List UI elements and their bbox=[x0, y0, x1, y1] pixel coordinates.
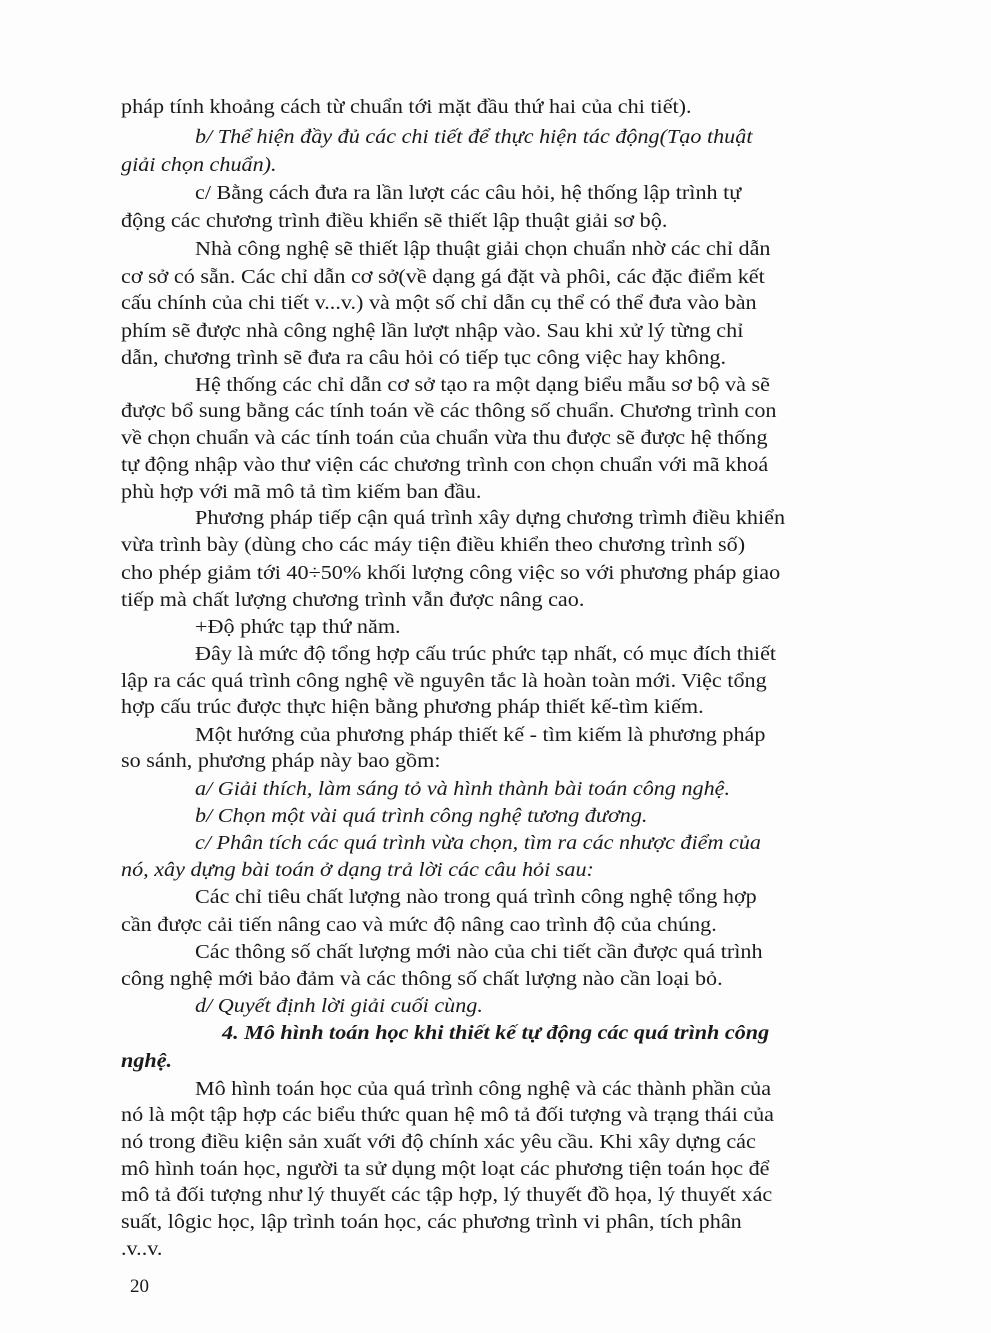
text-line: nó là một tập hợp các biểu thức quan hệ mô tả đối tượng và trạng thái của bbox=[121, 1104, 775, 1126]
text-line: tiếp mà chất lượng chương trình vẫn được nâng cao. bbox=[121, 589, 585, 611]
text-line: c/ Bằng cách đưa ra lần lượt các câu hỏi, hệ thống lập trình tự bbox=[195, 182, 742, 204]
section-heading: nghệ. bbox=[121, 1050, 173, 1072]
text-line: mô hình toán học, người ta sử dụng một loạt các phương tiện toán học để bbox=[121, 1158, 770, 1180]
text-line: c/ Phân tích các quá trình vừa chọn, tìm ra các nhược điểm của bbox=[195, 832, 761, 854]
text-line: cơ sở có sẵn. Các chỉ dẫn cơ sở(về dạng gá đặt và phôi, các đặc điểm kết bbox=[121, 266, 765, 288]
text-line: phím sẽ được nhà công nghệ lần lượt nhập vào. Sau khi xử lý từng chỉ bbox=[121, 320, 744, 342]
text-line: lập ra các quá trình công nghệ về nguyên tắc là hoàn toàn mới. Việc tổng bbox=[121, 670, 767, 692]
text-line: vừa trình bày (dùng cho các máy tiện điều khiển theo chương trình số) bbox=[121, 534, 746, 556]
text-line: dẫn, chương trình sẽ đưa ra câu hỏi có tiếp tục công việc hay không. bbox=[121, 347, 727, 369]
text-line: được bổ sung bằng các tính toán về các thông số chuẩn. Chương trình con bbox=[121, 400, 777, 422]
section-heading: 4. Mô hình toán học khi thiết kế tự động các quá trình công bbox=[222, 1022, 770, 1044]
text-line: về chọn chuẩn và các tính toán của chuẩn vừa thu được sẽ được hệ thống bbox=[121, 427, 768, 449]
text-line: tự động nhập vào thư viện các chương trình con chọn chuẩn với mã khoá bbox=[121, 454, 769, 476]
text-line: Phương pháp tiếp cận quá trình xây dựng chương trìmh điều khiển bbox=[195, 507, 786, 529]
text-line: Hệ thống các chỉ dẫn cơ sở tạo ra một dạng biểu mẫu sơ bộ và sẽ bbox=[195, 374, 770, 396]
text-line: pháp tính khoảng cách từ chuẩn tới mặt đầu thứ hai của chi tiết). bbox=[121, 96, 692, 118]
text-line: +Độ phức tạp thứ năm. bbox=[195, 616, 401, 638]
text-line: Một hướng của phương pháp thiết kế - tìm kiếm là phương pháp bbox=[195, 724, 766, 746]
text-line: suất, lôgic học, lập trình toán học, các phương trình vi phân, tích phân bbox=[121, 1211, 742, 1233]
text-line: hợp cấu trúc được thực hiện bằng phương pháp thiết kế-tìm kiếm. bbox=[121, 696, 704, 718]
text-line: động các chương trình điều khiển sẽ thiết lập thuật giải sơ bộ. bbox=[121, 210, 668, 232]
text-line: a/ Giải thích, làm sáng tỏ và hình thành bài toán công nghệ. bbox=[195, 778, 731, 800]
text-line: mô tả đối tượng như lý thuyết các tập hợp, lý thuyết đồ họa, lý thuyết xác bbox=[121, 1184, 773, 1206]
text-line: Đây là mức độ tổng hợp cấu trúc phức tạp nhất, có mục đích thiết bbox=[195, 643, 777, 665]
text-line: nó trong điều kiện sản xuất với độ chính xác yêu cầu. Khi xây dựng các bbox=[121, 1131, 756, 1153]
page-number: 20 bbox=[130, 1276, 149, 1297]
text-line: giải chọn chuẩn). bbox=[121, 154, 277, 176]
text-line: b/ Thể hiện đầy đủ các chi tiết để thực hiện tác động(Tạo thuật bbox=[195, 126, 753, 148]
text-line: .v..v. bbox=[121, 1238, 163, 1260]
text-line: Nhà công nghệ sẽ thiết lập thuật giải chọn chuẩn nhờ các chỉ dẫn bbox=[195, 238, 771, 260]
text-line: cần được cải tiến nâng cao và mức độ nâng cao trình độ của chúng. bbox=[121, 914, 717, 936]
text-line: cấu chính của chi tiết v...v.) và một số chỉ dẫn cụ thể có thể đưa vào bàn bbox=[121, 292, 757, 314]
text-line: Mô hình toán học của quá trình công nghệ và các thành phần của bbox=[195, 1078, 772, 1100]
text-line: Các thông số chất lượng mới nào của chi tiết cần được quá trình bbox=[195, 941, 763, 963]
text-line: cho phép giảm tới 40÷50% khối lượng công việc so với phương pháp giao bbox=[121, 562, 781, 584]
text-line: so sánh, phương pháp này bao gồm: bbox=[121, 750, 441, 772]
text-line: b/ Chọn một vài quá trình công nghệ tương đương. bbox=[195, 805, 648, 827]
text-line: Các chỉ tiêu chất lượng nào trong quá trình công nghệ tổng hợp bbox=[195, 886, 757, 908]
text-line: nó, xây dựng bài toán ở dạng trả lời các câu hỏi sau: bbox=[121, 859, 594, 881]
text-line: công nghệ mới bảo đảm và các thông số chất lượng nào cần loại bỏ. bbox=[121, 968, 723, 990]
text-line: phù hợp với mã mô tả tìm kiếm ban đầu. bbox=[121, 481, 482, 503]
text-line: d/ Quyết định lời giải cuối cùng. bbox=[195, 995, 483, 1017]
